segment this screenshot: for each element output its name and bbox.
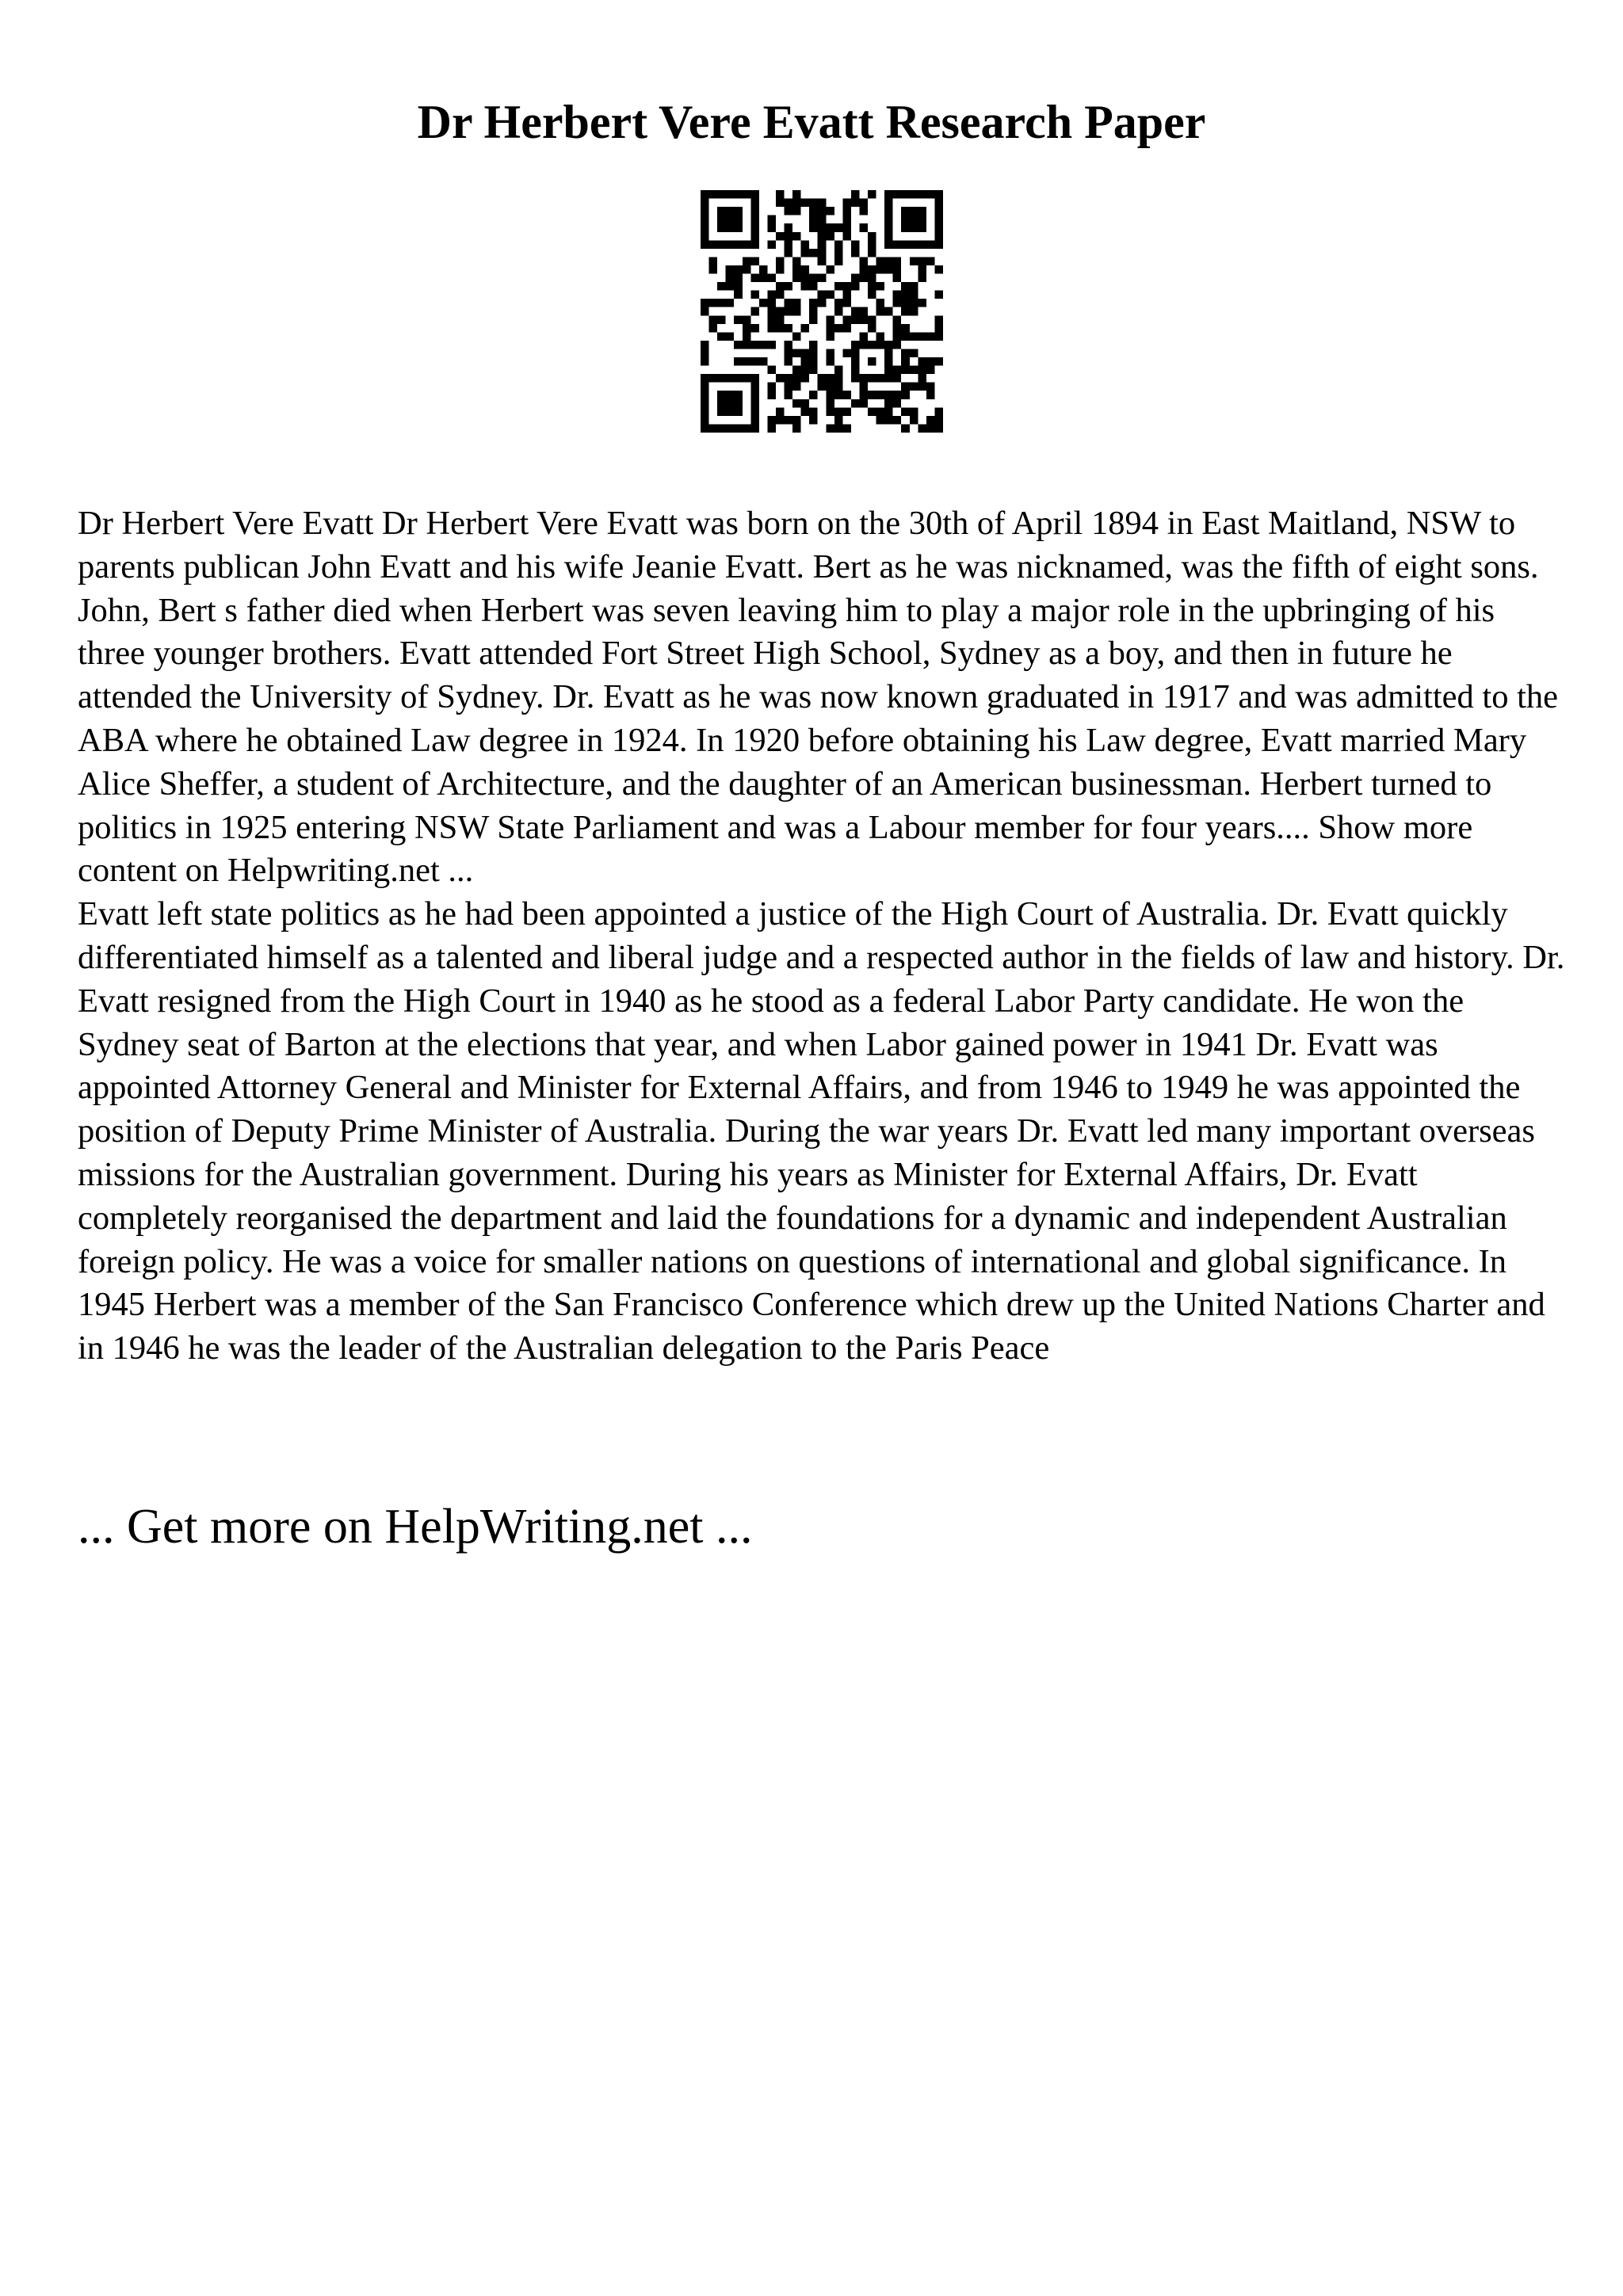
paragraph-2: Evatt left state politics as he had been appointed a justice of the High Court of Australia. Dr. Evatt quickly differentiated himself as a talented and liberal judge and a respected author in the fields of law and history. Dr. Evatt resigned from the High Court in 1940 as he stood as a federal Labor Party candidate. He won the Sydney seat of Barton at the elections that year, and when Labor gained power in 1941 Dr. Evatt was appointed Attorney General and Minister for External Affairs, and from 1946 to 1949 he was appointed the position of Deputy Prime Minister of Australia. During the war years Dr. Evatt led many important overseas missions for the Australian government. During his years as Minister for External Affairs, Dr. Evatt completely reorganised the department and laid the foundations for a dynamic and independent Australian foreign policy. He was a voice for smaller nations on questions of international and global significance. In 1945 Herbert was a member of the San Francisco Conference which drew up the United Nations Charter and in 1946 he was the leader of the Australian delegation to the Paris Peace <box>78 895 1565 1367</box>
paragraph-1: Dr Herbert Vere Evatt Dr Herbert Vere Evatt was born on the 30th of April 1894 in East Maitland, NSW to parents publican John Evatt and his wife Jeanie Evatt. Bert as he was nicknamed, was the fifth of eight sons. John, Bert s father died when Herbert was seven leaving him to play a major role in the upbringing of his three younger brothers. Evatt attended Fort Street High School, Sydney as a boy, and then in future he attended the University of Sydney. Dr. Evatt as he was now known graduated in 1917 and was admitted to the ABA where he obtained Law degree in 1924. In 1920 before obtaining his Law degree, Evatt married Mary Alice Sheffer, a student of Architecture, and the daughter of an American businessman. Herbert turned to politics in 1925 entering NSW State Parliament and was a Labour member for four years.... Show more content on Helpwriting.net ... <box>78 505 1559 890</box>
body-text <box>78 502 1568 1371</box>
page-title: Dr Herbert Vere Evatt Research Paper <box>417 96 1206 148</box>
qr-code-icon <box>701 190 943 433</box>
get-more-link[interactable]: ... Get more on HelpWriting.net ... <box>78 1500 753 1554</box>
